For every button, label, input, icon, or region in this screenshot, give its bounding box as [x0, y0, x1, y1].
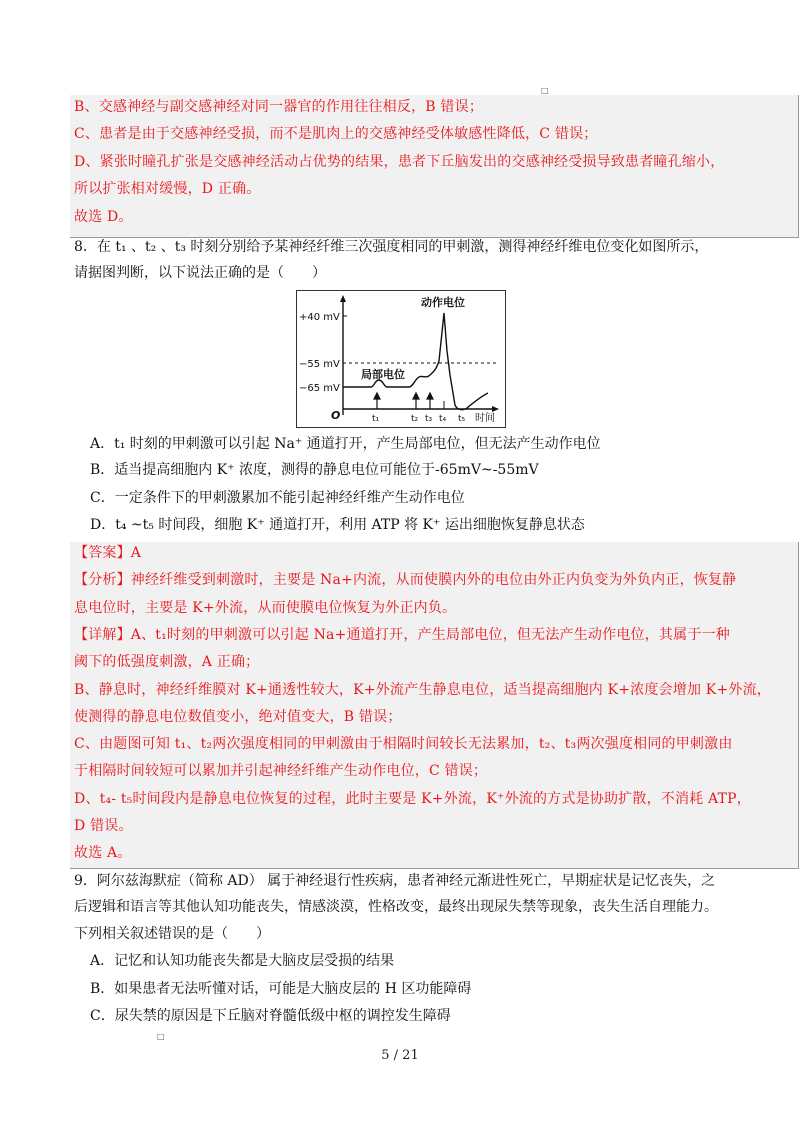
- x-label-t2: t₂: [411, 414, 419, 424]
- x-label-t1: t₁: [372, 414, 380, 424]
- x-label-t4: t₄: [439, 414, 447, 424]
- q8-answer-line-6: B、静息时，神经纤维膜对 K+通透性较大，K+外流产生静息电位，适当提高细胞内 K+浓度会增加 K+外流，: [74, 682, 771, 698]
- analysis7-line-3: D、紧张时瞳孔扩张是交感神经活动占优势的结果，患者下丘脑发出的交感神经受损导致患者瞳孔缩小，: [74, 154, 725, 170]
- analysis7-line-2: C、患者是由于交感神经受损，而不是肌肉上的交感神经受体敏感性降低，C 错误；: [74, 126, 598, 142]
- label-local-potential: 局部电位: [361, 368, 405, 381]
- q9-stem-line-2: 后逻辑和语言等其他认知功能丧失，情感淡漠，性格改变，最终出现尿失禁等现象，丧失生活自理能力。: [74, 899, 718, 915]
- y-label-plus40: +40 mV: [299, 312, 340, 323]
- q8-answer-line-12: 故选 A。: [74, 845, 132, 861]
- q9-option-b: B．如果患者无法听懂对话，可能是大脑皮层的 H 区功能障碍: [90, 981, 472, 997]
- analysis7-line-5: 故选 D。: [74, 209, 133, 225]
- page-number: 5 / 21: [381, 1048, 419, 1063]
- origin-label: O: [331, 409, 341, 422]
- y-label-minus65: −65 mV: [299, 383, 340, 394]
- q9-stem-line-3: 下列相关叙述错误的是（ ）: [74, 926, 270, 942]
- answer-block-q8: [70, 542, 799, 869]
- q8-answer-line-4: 【详解】A、t₁时刻的甲刺激可以引起 Na+通道打开，产生局部电位，但无法产生动作电位，其属于一种: [74, 627, 730, 643]
- membrane-potential-figure: [296, 290, 506, 428]
- q8-answer-line-11: D 错误。: [74, 818, 133, 834]
- q8-option-d: D．t₄ ~t₅ 时间段，细胞 K⁺ 通道打开，利用 ATP 将 K⁺ 运出细胞恢复静息状态: [90, 517, 585, 533]
- y-label-minus55: −55 mV: [299, 359, 340, 370]
- label-action-potential: 动作电位: [421, 296, 465, 309]
- top-mark: □: [541, 86, 549, 95]
- x-label-t3: t₃: [425, 414, 433, 424]
- q8-answer-line-7: 使测得的静息电位数值变小，绝对值变大，B 错误；: [74, 709, 402, 725]
- q8-answer-line-3: 息电位时，主要是 K+外流，从而使膜电位恢复为外正内负。: [74, 600, 457, 616]
- q8-option-a: A．t₁ 时刻的甲刺激可以引起 Na⁺ 通道打开，产生局部电位，但无法产生动作电位: [90, 436, 601, 452]
- q8-answer-line-2: 【分析】神经纤维受到刺激时，主要是 Na+内流，从而使膜内外的电位由外正内负变为外负内正，恢复静: [74, 572, 737, 588]
- x-axis-title: 时间: [475, 413, 495, 424]
- analysis7-line-4: 所以扩张相对缓慢，D 正确。: [74, 181, 261, 197]
- q9-stem-line-1: 9．阿尔兹海默症（简称 AD） 属于神经退行性疾病，患者神经元渐进性死亡，早期症状是记忆丧失，之: [74, 873, 716, 889]
- q8-answer-line-8: C、由题图可知 t₁、t₂两次强度相同的甲刺激由于相隔时间较长无法累加，t₂、t₃两次强度相同的甲刺激由: [74, 736, 733, 752]
- q8-answer-line-9: 于相隔时间较短可以累加并引起神经纤维产生动作电位，C 错误；: [74, 763, 488, 779]
- q8-answer-line-5: 阈下的低强度刺激，A 正确；: [74, 654, 260, 670]
- x-label-t5: t₅: [458, 414, 466, 424]
- q8-stem-line-1: 8．在 t₁ 、t₂ 、t₃ 时刻分别给予某神经纤维三次强度相同的甲刺激，测得神经纤维电位变化如图所示，: [74, 239, 709, 255]
- q8-option-b: B．适当提高细胞内 K⁺ 浓度，测得的静息电位可能位于-65mV~-55mV: [90, 462, 539, 478]
- q8-option-c: C．一定条件下的甲刺激累加不能引起神经纤维产生动作电位: [90, 490, 465, 506]
- q9-option-a: A．记忆和认知功能丧失都是大脑皮层受损的结果: [90, 953, 395, 969]
- q8-answer-line-10: D、t₄- t₅时间段内是静息电位恢复的过程，此时主要是 K+外流，K⁺外流的方式是协助扩散，不消耗 ATP，: [74, 791, 751, 807]
- q9-option-c: C．尿失禁的原因是下丘脑对脊髓低级中枢的调控发生障碍: [90, 1008, 451, 1024]
- membrane-potential-graph: [297, 291, 505, 427]
- bottom-mark: □: [157, 1032, 165, 1041]
- analysis7-line-1: B、交感神经与副交感神经对同一器官的作用往往相反，B 错误；: [74, 99, 484, 115]
- q8-answer-line-1: 【答案】A: [74, 545, 142, 561]
- q8-stem-line-2: 请据图判断，以下说法正确的是（ ）: [74, 265, 326, 281]
